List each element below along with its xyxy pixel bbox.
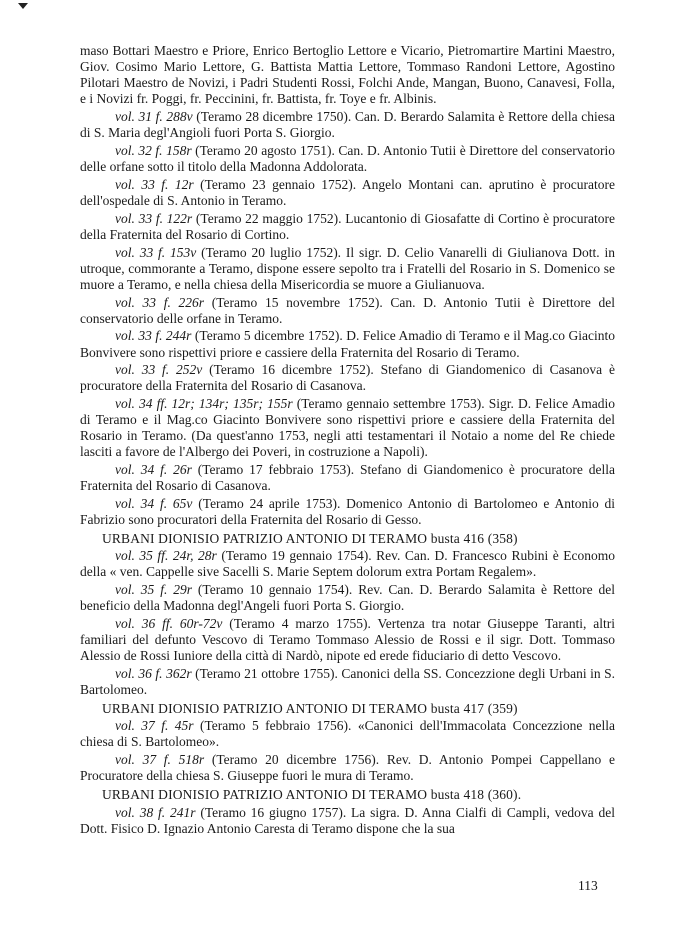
archive-entry [80,462,615,494]
entry-text: (Teramo gennaio settembre 1753). Sigr. D. Felice Amadio di Teramo e il Mag.co Giacinto Bonvivere sono rispettivi priore e cassiere della Fraternita del Rosario in Teramo. (Da quest'anno 1753, negli atti testamentari il Notaio a nome del Re chiede lasciti a favore de l'Albergo dei Poveri, in costruzione a Napoli). [80,396,616,460]
entry-text: (Teramo 22 maggio 1752). Lucantonio di Giosafatte di Cortino è procuratore della Fraternita del Rosario di Cortino. [80,210,616,242]
entry-text: (Teramo 5 febbraio 1756). «Canonici dell'Immacolata Concezzione nella chiesa di S. Bartolomeo». [80,718,616,750]
entry-reference: vol. 34 ff. 12r; 134r; 135r; 155r [115,396,293,412]
section-heading: URBANI DIONISIO PATRIZIO ANTONIO DI TERAMO busta 416 (358) [102,531,518,547]
entry-text: (Teramo 16 dicembre 1752). Stefano di Giandomenico di Casanova è procuratore della Fraternita del Rosario di Casanova. [80,362,615,394]
entry-text: (Teramo 20 agosto 1751). Can. D. Antonio Tutii è Direttore del conservatorio delle orfane sotto il titolo della Madonna Addolorata. [80,142,615,175]
archive-entry [80,752,615,784]
document-page [80,43,615,838]
entry-reference: vol. 35 f. 29r [115,582,192,598]
entry-reference: vol. 37 f. 518r [115,752,205,768]
archive-entry [80,616,615,664]
archive-entry [80,496,615,528]
archive-entry [80,143,615,175]
entry-reference: vol. 34 f. 26r [115,462,192,478]
entry-reference: vol. 38 f. 241r [115,804,196,820]
entry-reference: vol. 33 f. 252v [115,362,203,378]
entry-text: (Teramo 23 gennaio 1752). Angelo Montani can. aprutino è procuratore dell'ospedale di S. Antonio in Teramo. [80,176,616,208]
archive-entry [80,177,615,209]
entry-reference: vol. 33 f. 244r [115,328,192,344]
entry-text: (Teramo 16 giugno 1757). La sigra. D. Anna Cialfi di Campli, vedova del Dott. Fisico D. Ignazio Antonio Caresta di Teramo dispone che la sua [80,804,615,836]
archive-entry [80,548,615,580]
entry-text: (Teramo 10 gennaio 1754). Rev. Can. D. Berardo Salamita è Rettore del beneficio della Madonna degl'Angeli fuori Porta S. Giorgio. [80,582,616,614]
entry-reference: vol. 36 f. 362r [115,666,192,682]
archive-entry [80,718,615,750]
entry-reference: vol. 33 f. 122r [115,210,193,226]
intro-paragraph: maso Bottari Maestro e Priore, Enrico Bertoglio Lettore e Vicario, Pietromartire Martini Maestro, Giov. Cosimo Mario Lettore, G. Battista Mattia Lettore, Tommaso Randoni Lettore, Agostino Pilotari Maestro de Novizi, i Padri Studenti Rossi, Folchi Ande, Mangan, Buono, Canavesi, Folla, e i Novizi fr. Poggi, fr. Peccinini, fr. Battista, fr. Toye e fr. Albinis. [80,43,615,107]
section-heading: URBANI DIONISIO PATRIZIO ANTONIO DI TERAMO busta 418 (360). [102,787,522,803]
archive-entry [80,582,615,614]
entry-text: (Teramo 19 gennaio 1754). Rev. Can. D. Francesco Rubini è Economo della « ven. Cappelle sive Sacelli S. Marie Septem dolorum extra Portam Regalem». [80,548,616,580]
entry-text: (Teramo 17 febbraio 1753). Stefano di Giandomenico è procuratore della Fraternita del Rosario di Casanova. [80,462,616,494]
corner-mark [18,3,28,9]
entry-reference: vol. 37 f. 45r [115,718,194,734]
entry-text: (Teramo 24 aprile 1753). Domenico Antonio di Bartolomeo e Antonio di Fabrizio sono procuratori della Fraternita del Rosario di Gesso. [80,496,616,528]
entry-reference: vol. 36 ff. 60r-72v [115,616,223,632]
archive-entry [80,666,615,698]
archive-entry [80,245,615,293]
entries-container [80,109,615,837]
entry-text: (Teramo 20 luglio 1752). Il sigr. D. Celio Vanarelli di Giulianova Dott. in utroque, commorante a Teramo, dispone essere sepolto tra i Fratelli del Rosario in S. Domenico se muore a Teramo, e nella chiesa della Misericordia se muore a Giulianuova. [80,244,615,292]
entry-text: (Teramo 21 ottobre 1755). Canonici della SS. Concezzione degli Urbani in S. Bartolomeo. [80,666,616,698]
entry-reference: vol. 32 f. 158r [115,142,192,158]
entry-reference: vol. 33 f. 12r [115,176,194,192]
archive-entry [80,396,615,460]
page-number: 113 [578,878,598,893]
archive-entry [80,362,615,394]
entry-text: (Teramo 15 novembre 1752). Can. D. Antonio Tutii è Direttore del conservatorio delle orfane in Teramo. [80,294,615,326]
archive-entry [80,211,615,243]
entry-text: (Teramo 28 dicembre 1750). Can. D. Berardo Salamita è Rettore della chiesa di S. Maria degl'Angioli fuori Porta S. Giorgio. [80,109,616,141]
archive-entry [80,295,615,327]
entry-reference: vol. 33 f. 153v [115,244,197,260]
archive-entry [80,328,615,360]
archive-entry [80,805,615,837]
entry-text: (Teramo 20 dicembre 1756). Rev. D. Antonio Pompei Cappellano e Procuratore della chiesa S. Giuseppe fuori le mura di Teramo. [80,752,615,784]
entry-reference: vol. 31 f. 288v [115,109,193,125]
entry-reference: vol. 34 f. 65v [115,496,193,512]
entry-reference: vol. 35 ff. 24r, 28r [115,548,217,564]
entry-text: (Teramo 5 dicembre 1752). D. Felice Amadio di Teramo e il Mag.co Giacinto Bonvivere sono rispettivi priore e cassiere della Fraternita del Rosario di Teramo. [80,328,616,360]
entry-reference: vol. 33 f. 226r [115,294,205,310]
entry-text: (Teramo 4 marzo 1755). Vertenza tra notar Giuseppe Taranti, altri familiari del defunto Vescovo di Teramo Tommaso Alessio de Rossi e il sigr. Dott. Tommaso Alessio de Rossi Iuniore della città di Nardò, nipote ed erede fiduciario di detto Vescovo. [80,616,615,664]
section-heading: URBANI DIONISIO PATRIZIO ANTONIO DI TERAMO busta 417 (359) [102,701,518,717]
archive-entry [80,109,615,141]
